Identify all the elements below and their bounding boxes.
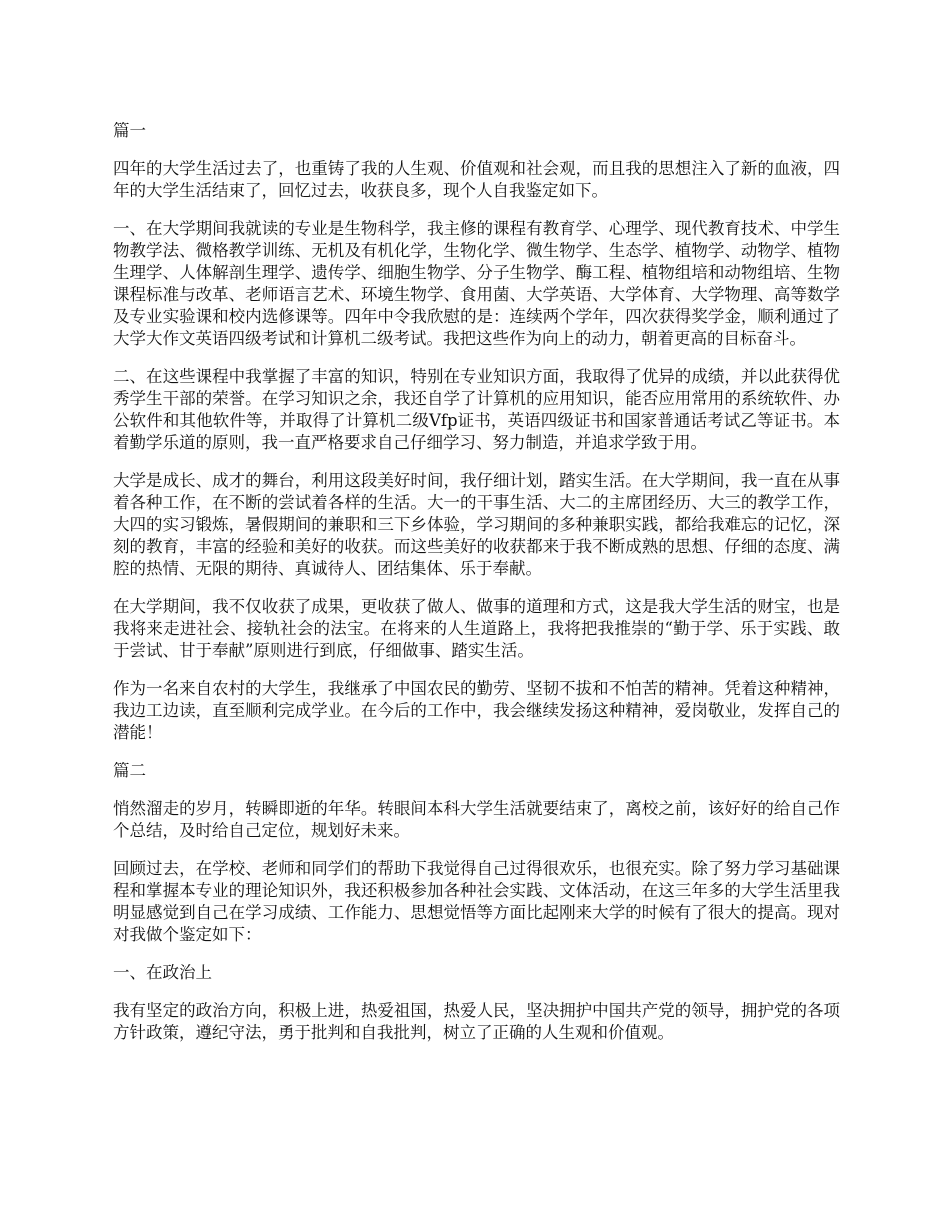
- section-heading-1: 篇一: [113, 121, 146, 140]
- paragraph-review: 回顾过去，在学校、老师和同学们的帮助下我觉得自己过得很欢乐，也很充实。除了努力学习基础课程和掌握本专业的理论知识外，我还积极参加各种社会实践、文体活动，在这三年多的大学生活里我明显感觉到自己在学习成绩、工作能力、思想觉悟等方面比起刚来大学的时候有了很大的提高。现对对我做个鉴定如下：: [113, 859, 840, 944]
- paragraph-gains: 在大学期间，我不仅收获了成果，更收获了做人、做事的道理和方式，这是我大学生活的财宝，也是我将来走进社会、接轨社会的法宝。在将来的人生道路上，我将把我推崇的“勤于学、乐于实践、敢于尝试、甘于奉献”原则进行到底，仔细做事、踏实生活。: [113, 597, 840, 660]
- paragraph-rural-spirit: 作为一名来自农村的大学生，我继承了中国农民的勤劳、坚韧不拔和不怕苦的精神。凭着这种精神，我边工边读，直至顺利完成学业。在今后的工作中，我会继续发扬这种精神，爱岗敬业，发挥自己的潜能！: [113, 679, 840, 742]
- paragraph-activities: 大学是成长、成才的舞台，利用这段美好时间，我仔细计划，踏实生活。在大学期间，我一直在从事着各种工作，在不断的尝试着各样的生活。大一的干事生活、大二的主席团经历、大三的教学工作，大四的实习锻炼，暑假期间的兼职和三下乡体验，学习期间的多种兼职实践，都给我难忘的记忆，深刻的教育，丰富的经验和美好的收获。而这些美好的收获都来于我不断成熟的思想、仔细的态度、满腔的热情、无限的期待、真诚待人、团结集体、乐于奉献。: [113, 471, 840, 578]
- paragraph-knowledge: 二、在这些课程中我掌握了丰富的知识，特别在专业知识方面，我取得了优异的成绩，并以此获得优秀学生干部的荣誉。在学习知识之余，我还自学了计算机的应用知识，能否应用常用的系统软件、办公软件和其他软件等，并取得了计算机二级Vfp证书，英语四级证书和国家普通话考试乙等证书。本着勤学乐道的原则，我一直严格要求自己仔细学习、努力制造，并追求学致于用。: [113, 367, 840, 452]
- section-heading-2: 篇二: [113, 761, 146, 780]
- paragraph-intro: 四年的大学生活过去了，也重铸了我的人生观、价值观和社会观，而且我的思想注入了新的血液，四年的大学生活结束了，回忆过去，收获良多，现个人自我鉴定如下。: [113, 159, 840, 200]
- paragraph-courses: 一、在大学期间我就读的专业是生物科学，我主修的课程有教育学、心理学、现代教育技术、中学生物教学法、微格教学训练、无机及有机化学，生物化学、微生物学、生态学、植物学、动物学、植物生理学、人体解剖生理学、遗传学、细胞生物学、分子生物学、酶工程、植物组培和动物组培、生物课程标准与改革、老师语言艺术、环境生物学、食用菌、大学英语、大学体育、大学物理、高等数学及专业实验课和校内选修课等。四年中令我欣慰的是：连续两个学年，四次获得奖学金，顺利通过了大学大作文英语四级考试和计算机二级考试。我把这些作为向上的动力，朝着更高的目标奋斗。: [113, 219, 840, 348]
- paragraph-time: 悄然溜走的岁月，转瞬即逝的年华。转眼间本科大学生活就要结束了，离校之前，该好好的给自己作个总结，及时给自己定位，规划好未来。: [113, 799, 840, 840]
- document-body: [113, 120, 840, 1060]
- paragraph-politics: 我有坚定的政治方向，积极上进，热爱祖国，热爱人民，坚决拥护中国共产党的领导，拥护党的各项方针政策，遵纪守法，勇于批判和自我批判，树立了正确的人生观和价值观。: [113, 1001, 840, 1042]
- subheading-politics: 一、在政治上: [113, 963, 212, 982]
